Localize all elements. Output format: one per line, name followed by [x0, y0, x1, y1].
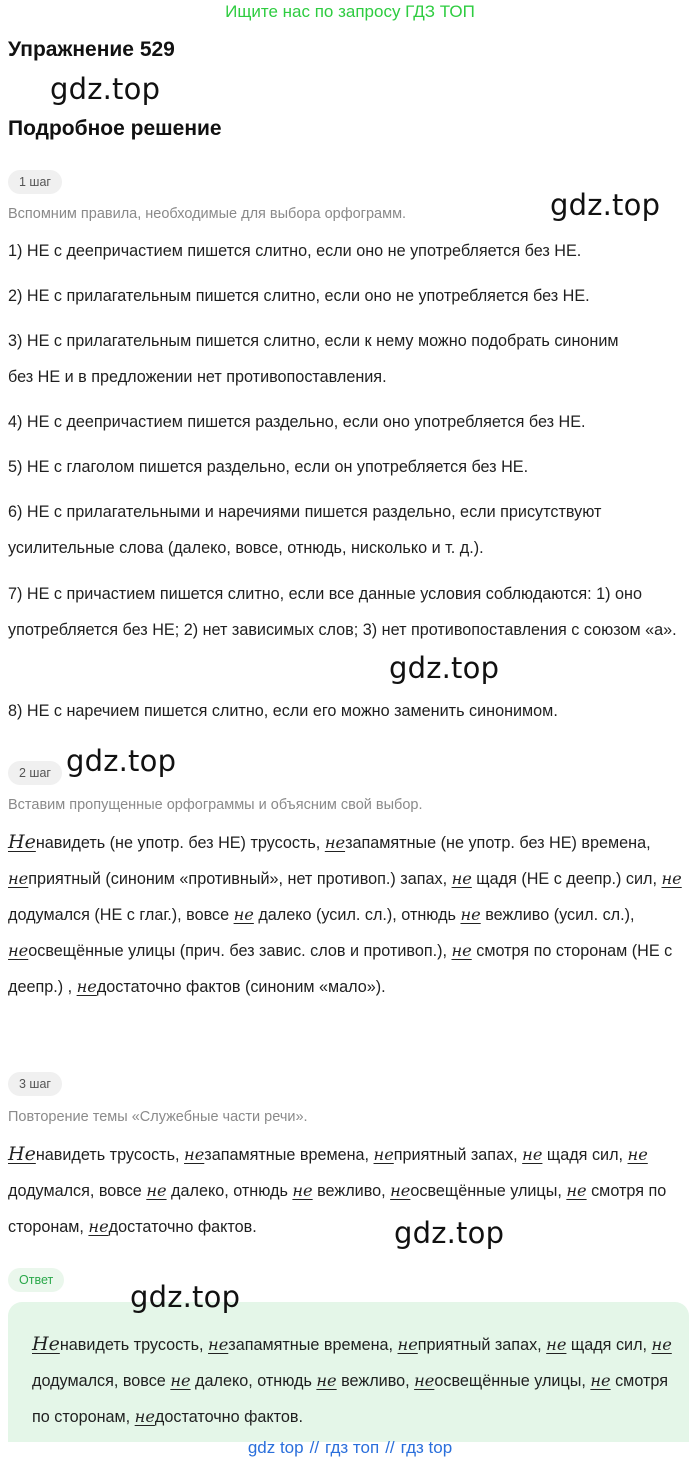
step-2-text: Ненавидеть (не употр. без НЕ) трусость, незапамятные (не употр. без НЕ) времена, неприятный (синоним «противный», нет противоп.) запах, не щадя (НЕ с деепр.) сил, не додумался (НЕ с глаг.), вовсе не далеко (усил. сл.), отнюдь не вежливо (усил. сл.), неосвещённые улицы (прич. без завис. слов и противоп.), не смотря по сторонам (НЕ с деепр.) , недостаточно фактов (синоним «мало»).: [8, 831, 682, 996]
footer-link[interactable]: гдз топ: [325, 1438, 380, 1457]
rule-2: 2) НЕ с прилагательным пишется слитно, если оно не употребляется без НЕ.: [8, 287, 590, 305]
ne-particle: не: [451, 941, 472, 960]
ne-particle: не: [522, 1145, 543, 1164]
page-title: Упражнение 529: [8, 38, 175, 61]
rule-5: 5) НЕ с глаголом пишется раздельно, если он употребляется без НЕ.: [8, 458, 529, 476]
watermark: gdz.top: [394, 1216, 505, 1250]
watermark: gdz.top: [66, 744, 177, 778]
rule-4: 4) НЕ с деепричастием пишется раздельно, если оно употребляется без НЕ.: [8, 413, 586, 431]
rule-8: 8) НЕ с наречием пишется слитно, если его можно заменить синонимом.: [8, 702, 558, 720]
ne-particle: не: [170, 1371, 191, 1390]
ne-particle: не: [566, 1181, 587, 1200]
step-3-badge: 3 шаг: [8, 1072, 62, 1096]
answer-badge: Ответ: [8, 1268, 64, 1292]
ne-particle: не: [390, 1181, 411, 1200]
rule-7: 7) НЕ с причастием пишется слитно, если все данные условия соблюдаются: 1) оно употребляется без НЕ; 2) нет зависимых слов; 3) нет противопоставления с союзом «а».: [8, 585, 677, 639]
watermark: gdz.top: [50, 72, 161, 106]
ne-particle: не: [451, 869, 472, 888]
ne-particle: не: [233, 905, 254, 924]
ne-particle: не: [590, 1371, 611, 1390]
footer-separator: //: [309, 1438, 320, 1457]
ne-particle: Не: [8, 831, 36, 853]
ne-particle: не: [324, 833, 346, 852]
answer-text: Ненавидеть трусость, незапамятные времена, неприятный запах, не щадя сил, не додумался, вовсе не далеко, отнюдь не вежливо, неосвещённые улицы, не смотря по сторонам, недостаточно фактов.: [32, 1333, 672, 1426]
ne-particle: не: [397, 1335, 418, 1354]
ne-particle: не: [627, 1145, 648, 1164]
ne-particle: не: [316, 1371, 337, 1390]
ne-particle: не: [460, 905, 481, 924]
footer-links: [0, 1438, 700, 1458]
ne-particle: не: [651, 1335, 672, 1354]
ne-particle: не: [184, 1145, 205, 1164]
ne-particle: не: [8, 869, 29, 888]
step-1-badge: 1 шаг: [8, 170, 62, 194]
ne-particle: не: [414, 1371, 435, 1390]
watermark: gdz.top: [550, 188, 661, 222]
ne-particle: не: [146, 1181, 167, 1200]
section-title: Подробное решение: [8, 117, 222, 140]
ne-particle: не: [373, 1145, 394, 1164]
footer-separator: //: [385, 1438, 395, 1457]
footer-link[interactable]: gdz top: [247, 1438, 304, 1457]
ne-particle: не: [134, 1407, 155, 1426]
step-2-hint: Вставим пропущенные орфограммы и объясним свой выбор.: [8, 797, 423, 813]
ne-particle: не: [546, 1335, 567, 1354]
step-3-text: Ненавидеть трусость, незапамятные времена, неприятный запах, не щадя сил, не додумался, вовсе не далеко, отнюдь не вежливо, неосвещённые улицы, не смотря по сторонам, недостаточно фактов.: [8, 1143, 667, 1236]
ne-particle: Не: [8, 1143, 36, 1165]
step-1-hint: Вспомним правила, необходимые для выбора орфограмм.: [8, 206, 407, 222]
rule-3: 3) НЕ с прилагательным пишется слитно, если к нему можно подобрать синоним без НЕ и в предложении нет противопоставления.: [8, 332, 619, 386]
rule-1: 1) НЕ с деепричастием пишется слитно, если оно не употребляется без НЕ.: [8, 242, 582, 260]
ne-particle: Не: [32, 1333, 60, 1355]
footer-link[interactable]: гдз top: [400, 1438, 453, 1457]
ne-particle: не: [8, 941, 29, 960]
ne-particle: не: [76, 977, 97, 996]
rule-6: 6) НЕ с прилагательными и наречиями пишется раздельно, если присутствуют усилительные слова (далеко, вовсе, отнюдь, нисколько и т. д.).: [8, 503, 602, 557]
step-2-badge: 2 шаг: [8, 761, 62, 785]
ne-particle: не: [661, 869, 682, 888]
ne-particle: не: [88, 1217, 109, 1236]
ne-particle: не: [208, 1335, 229, 1354]
watermark: gdz.top: [130, 1280, 241, 1314]
top-banner: Ищите нас по запросу ГДЗ ТОП: [225, 2, 475, 21]
watermark: gdz.top: [389, 651, 500, 685]
step-3-hint: Повторение темы «Служебные части речи».: [8, 1109, 308, 1125]
ne-particle: не: [292, 1181, 313, 1200]
